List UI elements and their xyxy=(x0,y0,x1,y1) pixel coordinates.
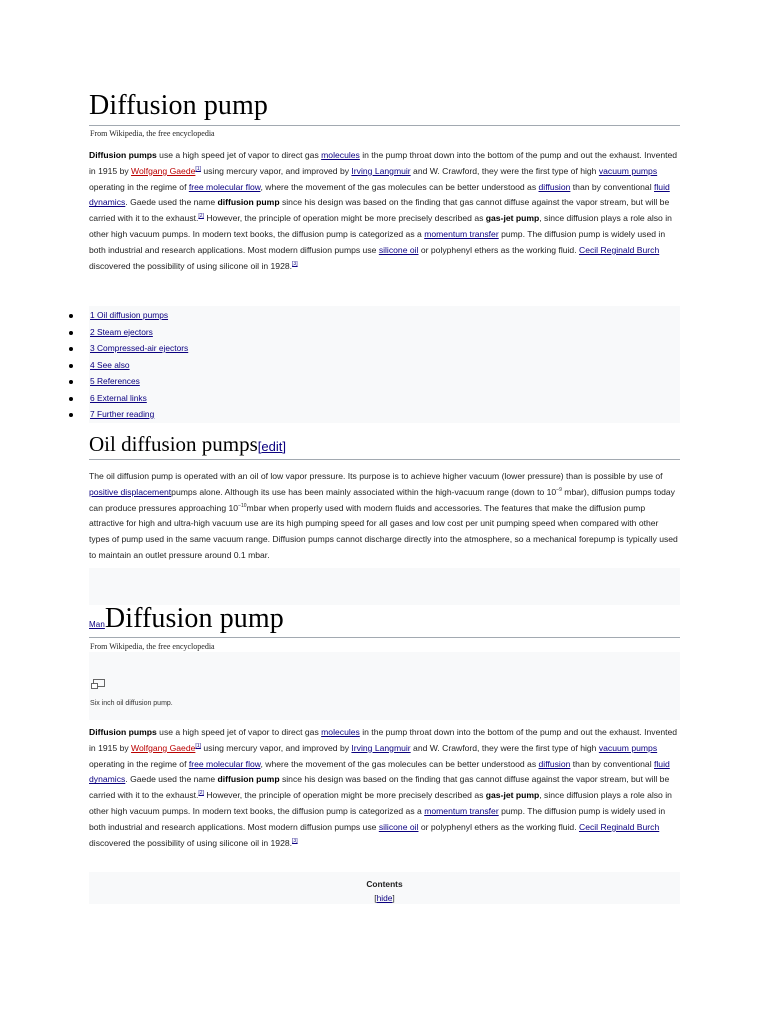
section-heading-oil-diffusion-pumps xyxy=(89,432,286,457)
lead-term: Diffusion pumps xyxy=(89,150,157,160)
edit-section xyxy=(258,439,286,454)
toc-item xyxy=(60,307,680,324)
toc-item xyxy=(60,340,680,357)
toc-item xyxy=(60,373,680,390)
link-diffusion[interactable]: diffusion xyxy=(538,181,571,192)
section-divider xyxy=(89,459,680,460)
link-molecules-2[interactable]: molecules xyxy=(321,727,360,737)
bold-term: gas-jet pump xyxy=(485,790,540,801)
hide-toc-link[interactable]: hide xyxy=(376,893,393,903)
link-free-molecular-flow[interactable]: free molecular flow xyxy=(188,181,261,192)
text-run: using mercury vapor, and improved by xyxy=(200,165,352,176)
toc-link-compressed-air-ejectors[interactable]: 3 Compressed-air ejectors xyxy=(90,343,189,353)
exponent: −10 xyxy=(238,502,247,509)
section-heading-text: Oil diffusion pumps xyxy=(89,432,258,456)
text-run: using mercury vapor, and improved by xyxy=(200,742,352,753)
text-run: pump. The diffusion pump is widely used in both industrial and research applications. Most modern diffusion pumps use xyxy=(89,228,666,255)
text-run: discovered the possibility of using silicone oil in 1928. xyxy=(89,837,293,848)
toc-link-references[interactable]: 5 References xyxy=(90,376,140,386)
page-subtitle: From Wikipedia, the free encyclopedia xyxy=(90,129,215,138)
toc-item xyxy=(60,406,680,423)
text-run: and W. Crawford, they were the first type of high xyxy=(410,742,599,753)
page-subtitle-2: From Wikipedia, the free encyclopedia xyxy=(90,642,215,651)
contents-title: Contents xyxy=(366,879,403,889)
text-run: since his design was based on the finding that gas cannot diffuse against the vapor stream, but will be carried with it to the exhaust. xyxy=(89,197,670,224)
image-caption: Six inch oil diffusion pump. xyxy=(90,700,173,707)
text-run: pump. The diffusion pump is widely used in both industrial and research applications. Most modern diffusion pumps use xyxy=(89,805,666,832)
link-cecil-reginald-burch[interactable]: Cecil Reginald Burch xyxy=(578,244,660,255)
text-run: use a high speed jet of vapor to direct gas xyxy=(156,727,322,737)
bullet-icon xyxy=(69,314,73,318)
text-run: than by conventional xyxy=(570,758,654,769)
title-divider-2 xyxy=(89,637,680,638)
toc-link-further-reading[interactable]: 7 Further reading xyxy=(90,409,155,419)
text-run: The oil diffusion pump is operated with an oil of low vapor pressure. Its purpose is to achieve higher vacuum (lower pressure) than is possible by use of xyxy=(89,471,663,481)
text-run: However, the principle of operation might be more precisely described as xyxy=(203,213,486,224)
title-divider xyxy=(89,125,680,126)
text-run: , since diffusion plays a role also in other high vacuum pumps. In modern text books, the diffusion pump is categorized as a xyxy=(89,213,672,239)
toc-link-external-links[interactable]: 6 External links xyxy=(90,392,147,403)
bold-term: diffusion pump xyxy=(217,197,280,208)
toc-link-steam-ejectors[interactable]: 2 Steam ejectors xyxy=(90,326,153,337)
text-run: pumps alone. Although its use has been mainly associated within the high-vacuum range (down to 10 xyxy=(171,486,557,497)
bullet-icon xyxy=(69,380,73,384)
bold-term: diffusion pump xyxy=(217,774,280,785)
text-run: in the pump throat down into the bottom of the pump and out the exhaust. Invented in 1915 by xyxy=(89,150,678,176)
text-run: . Gaede used the name xyxy=(125,197,218,208)
link-silicone-oil[interactable]: silicone oil xyxy=(378,244,419,255)
text-run: , where the movement of the gas molecules can be better understood as xyxy=(260,181,539,192)
intro-paragraph-2 xyxy=(89,725,680,851)
link-silicone-oil-2[interactable]: silicone oil xyxy=(378,821,419,832)
text-run: use a high speed jet of vapor to direct gas xyxy=(156,150,322,160)
text-run: since his design was based on the finding that gas cannot diffuse against the vapor stream, but will be carried with it to the exhaust. xyxy=(89,774,670,801)
link-vacuum-pumps[interactable]: vacuum pumps xyxy=(598,165,658,176)
text-run: mbar), diffusion pumps today can produce pressures approaching 10 xyxy=(89,486,675,513)
ref-3[interactable]: [3] xyxy=(292,260,298,267)
link-wolfgang-gaede[interactable]: Wolfgang Gaede xyxy=(131,165,196,176)
text-run: operating in the regime of xyxy=(89,758,189,769)
repeated-title-text: Diffusion pump xyxy=(104,603,284,634)
text-run: in the pump throat down into the bottom of the pump and out the exhaust. Invented in 1915 by xyxy=(89,727,678,753)
bullet-icon xyxy=(69,331,73,335)
text-run: , where the movement of the gas molecules can be better understood as xyxy=(260,758,539,769)
bold-term: gas-jet pump xyxy=(485,213,540,224)
text-run: . Gaede used the name xyxy=(125,774,218,785)
ref-2[interactable]: [2] xyxy=(198,213,204,220)
link-fluid-dynamics[interactable]: fluid dynamics xyxy=(89,181,670,208)
link-vacuum-pumps-2[interactable]: vacuum pumps xyxy=(598,742,658,753)
text-run: , since diffusion plays a role also in other high vacuum pumps. In modern text books, the diffusion pump is categorized as a xyxy=(89,790,672,816)
link-fluid-dynamics-2[interactable]: fluid dynamics xyxy=(89,758,670,785)
text-run: operating in the regime of xyxy=(89,181,189,192)
shaded-band xyxy=(89,568,680,605)
table-of-contents xyxy=(60,307,680,423)
edit-link[interactable]: edit xyxy=(261,439,283,454)
link-cecil-reginald-burch-2[interactable]: Cecil Reginald Burch xyxy=(578,821,660,832)
text-run: or polyphenyl ethers as the working fluid. xyxy=(418,244,579,255)
text-run: than by conventional xyxy=(570,181,654,192)
bullet-icon xyxy=(69,347,73,351)
ref-1[interactable]: [1] xyxy=(195,165,201,172)
toc-item xyxy=(60,324,680,341)
toc-item xyxy=(60,390,680,407)
bracket: [ xyxy=(374,893,377,903)
bullet-icon xyxy=(69,397,73,401)
oil-diffusion-paragraph xyxy=(89,469,680,564)
intro-paragraph xyxy=(89,148,680,274)
lead-term: Diffusion pumps xyxy=(89,727,157,737)
ref-2-2[interactable]: [2] xyxy=(198,790,204,797)
page-title: Diffusion pump xyxy=(89,90,268,121)
text-run: or polyphenyl ethers as the working fluid. xyxy=(418,821,579,832)
toc-link-see-also[interactable]: 4 See also xyxy=(90,359,130,370)
text-run: and W. Crawford, they were the first type of high xyxy=(410,165,599,176)
toc-link-oil-diffusion-pumps[interactable]: 1 Oil diffusion pumps xyxy=(90,310,169,320)
image-box xyxy=(89,652,680,720)
link-momentum-transfer-2[interactable]: momentum transfer xyxy=(424,805,499,816)
link-irving-langmuir-2[interactable]: Irving Langmuir xyxy=(351,742,411,753)
link-irving-langmuir[interactable]: Irving Langmuir xyxy=(351,165,411,176)
broken-image-icon[interactable] xyxy=(91,679,105,689)
link-molecules[interactable]: molecules xyxy=(321,150,360,160)
link-diffusion-2[interactable]: diffusion xyxy=(538,758,571,769)
bracket: ] xyxy=(392,893,395,903)
link-momentum-transfer[interactable]: momentum transfer xyxy=(424,228,499,239)
link-positive-displacement[interactable]: positive displacement xyxy=(89,486,172,497)
link-wolfgang-gaede-2[interactable]: Wolfgang Gaede xyxy=(131,742,196,753)
ref-1-2[interactable]: [1] xyxy=(195,742,201,749)
text-run: mbar when properly used with modern fluids and accessories. The features that make the diffusion pump attractive for high and ultra-high vacuum use are its high pumping speed for all gases and low cost per unit pumping speed when compared with other types of pump used in the same vacuum range. Diffusion pumps cannot discharge directly into the atmosphere, so a mechanical forepump is typically used to maintain an outlet pressure around 0.1 mbar. xyxy=(89,502,678,560)
ref-3-2[interactable]: [3] xyxy=(292,837,298,844)
text-run: However, the principle of operation might be more precisely described as xyxy=(203,790,486,801)
man-link[interactable]: Man xyxy=(89,620,105,629)
link-free-molecular-flow-2[interactable]: free molecular flow xyxy=(188,758,261,769)
bullet-icon xyxy=(69,413,73,417)
text-run: discovered the possibility of using silicone oil in 1928. xyxy=(89,260,293,271)
repeated-page-title xyxy=(89,603,284,635)
bracket: ] xyxy=(282,439,287,454)
bracket: [ xyxy=(257,439,262,454)
contents-toggle xyxy=(89,893,680,903)
toc-item xyxy=(60,357,680,374)
bullet-icon xyxy=(69,364,73,368)
exponent: −9 xyxy=(556,486,562,493)
